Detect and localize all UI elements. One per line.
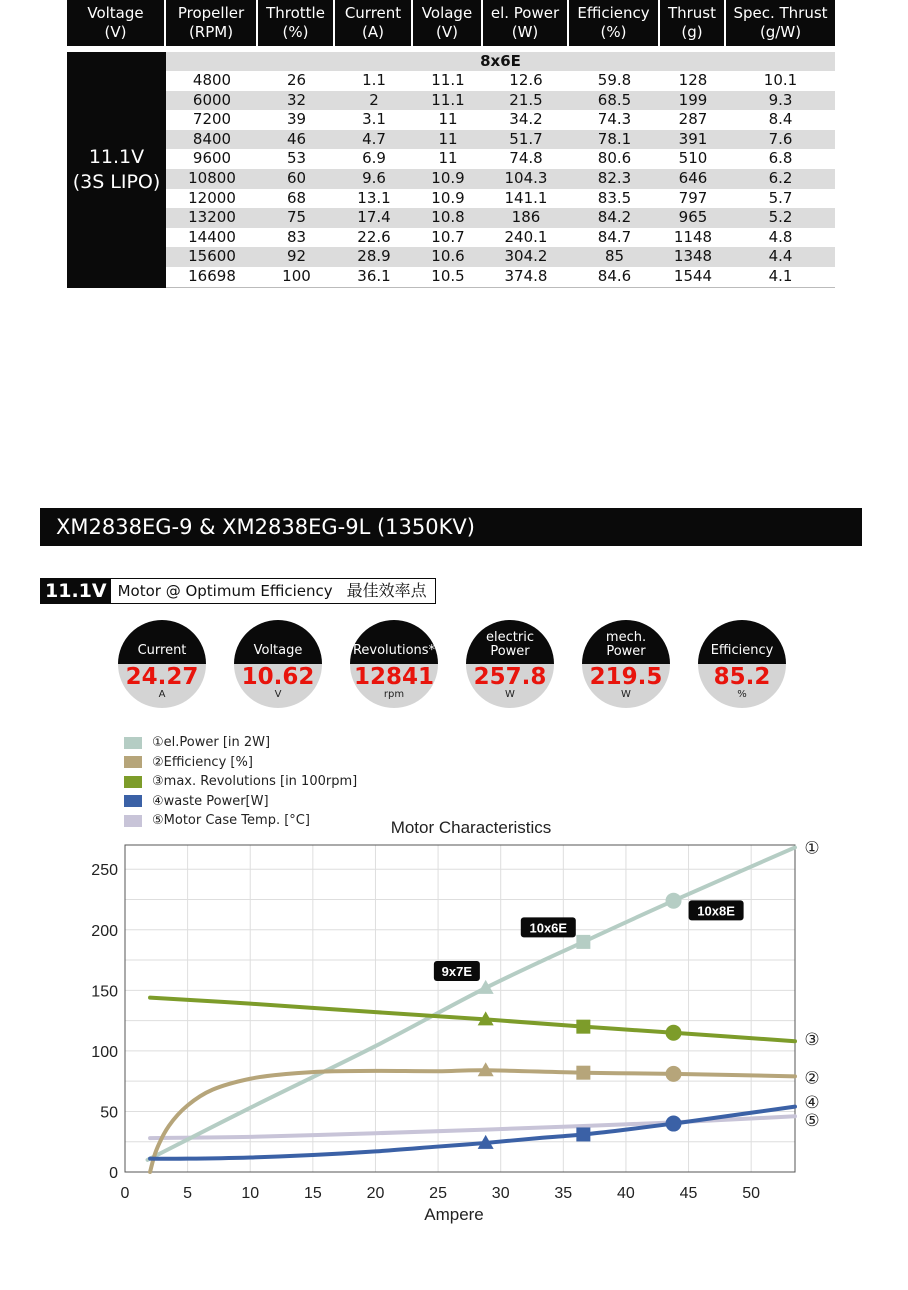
- gauge-efficiency: [698, 620, 786, 708]
- table-cell: 36.1: [335, 267, 413, 288]
- table-cell: 128: [678, 71, 708, 89]
- table-row: [67, 149, 835, 169]
- y-tick-label: 100: [91, 1043, 118, 1061]
- y-tick-label: 0: [109, 1165, 118, 1182]
- table-cell: 510: [678, 149, 708, 168]
- x-tick-label: 40: [617, 1185, 635, 1202]
- legend-swatch: [124, 776, 142, 788]
- table-cell: 4.8: [768, 227, 793, 246]
- propeller-name: 8x6E: [166, 46, 835, 71]
- table-cell: 4.4: [726, 247, 835, 267]
- legend-swatch: [124, 756, 142, 768]
- table-row: [67, 169, 835, 189]
- table-row: [67, 267, 835, 288]
- x-tick-label: 25: [429, 1185, 447, 1202]
- table-cell: 10.9: [431, 188, 465, 207]
- optimum-voltage: 11.1V: [41, 579, 111, 603]
- x-tick-label: 0: [120, 1185, 130, 1202]
- gauge-label: Voltage: [253, 643, 303, 658]
- table-cell: 82.3: [569, 169, 660, 189]
- square-marker: [576, 1066, 590, 1080]
- legend-item: [124, 772, 357, 792]
- table-cell: 46: [258, 130, 335, 150]
- gauge-revolutions: [350, 620, 438, 708]
- table-cell: 11.1: [431, 71, 465, 89]
- table-cell: 2: [335, 91, 413, 111]
- table-cell: 34.2: [509, 110, 543, 129]
- table-cell: 53: [286, 149, 307, 168]
- table-cell: 10.9: [413, 169, 483, 189]
- x-axis-label: Ampere: [424, 1205, 484, 1224]
- table-cell: 84.7: [597, 227, 632, 246]
- table-row: [67, 208, 835, 228]
- table-cell: 11: [413, 130, 483, 150]
- table-cell: 26: [286, 71, 307, 89]
- circle-marker: [666, 1025, 682, 1041]
- table-cell: 797: [678, 188, 708, 207]
- series-end-label: ④: [804, 1092, 820, 1112]
- gauge-label: mech. Power: [605, 630, 647, 659]
- column-header: Current (A): [335, 0, 413, 46]
- voltage-group-cell: 11.1V (3S LIPO): [67, 46, 166, 288]
- table-cell: 6.9: [362, 149, 386, 168]
- table-cell: 9.6: [335, 169, 413, 189]
- gauge-label: Revolutions*: [352, 643, 436, 658]
- y-tick-label: 250: [91, 862, 118, 880]
- x-tick-label: 10: [241, 1185, 260, 1202]
- table-cell: 85: [569, 247, 660, 267]
- table-row: [67, 71, 835, 91]
- table-cell: 8400: [166, 130, 258, 150]
- gauge-label: Current: [137, 643, 187, 658]
- table-cell: 28.9: [335, 247, 413, 267]
- table-cell: 6.2: [726, 169, 835, 189]
- gauge-value: 85.2: [713, 664, 771, 690]
- table-cell: 100: [258, 267, 335, 288]
- x-tick-label: 30: [491, 1185, 510, 1202]
- table-cell: 83: [286, 227, 307, 246]
- table-cell: 646: [660, 169, 726, 189]
- table-row: [67, 189, 835, 209]
- table-cell: 74.3: [597, 110, 632, 129]
- gauge-value: 257.8: [473, 664, 547, 690]
- section-title: XM2838EG-9 & XM2838EG-9L (1350KV): [40, 508, 862, 546]
- table-cell: 4.1: [726, 267, 835, 288]
- x-tick-label: 5: [183, 1185, 193, 1202]
- table-cell: 1.1: [362, 71, 386, 89]
- spec-table: [67, 0, 835, 288]
- series-end-label: ⑤: [804, 1110, 820, 1130]
- gauge-unit: V: [274, 689, 282, 700]
- table-row: [67, 110, 835, 130]
- column-header: Efficiency (%): [569, 0, 660, 46]
- table-cell: 78.1: [569, 130, 660, 150]
- table-cell: 22.6: [357, 227, 391, 246]
- table-cell: 199: [660, 91, 726, 111]
- table-cell: 10.5: [413, 267, 483, 288]
- gauge-current: [118, 620, 206, 708]
- column-header: Spec. Thrust (g/W): [726, 0, 835, 46]
- column-header: Throttle (%): [258, 0, 335, 46]
- legend-label: ②Efficiency [%]: [152, 754, 253, 770]
- y-tick-label: 150: [91, 983, 118, 1001]
- table-cell: 6000: [166, 91, 258, 111]
- y-tick-label: 200: [91, 922, 118, 940]
- optimum-label-text: Motor @ Optimum Efficiency: [117, 582, 333, 600]
- gauge-mechpower: [582, 620, 670, 708]
- x-tick-label: 45: [679, 1185, 698, 1202]
- table-cell: 84.2: [569, 208, 660, 228]
- table-cell: 68.5: [569, 91, 660, 111]
- gauge-unit: W: [621, 689, 631, 700]
- table-cell: 1148: [673, 227, 713, 246]
- table-cell: 84.6: [569, 267, 660, 288]
- x-tick-label: 35: [554, 1185, 573, 1202]
- table-cell: 5.2: [726, 208, 835, 228]
- square-marker: [576, 1020, 590, 1034]
- gauge-unit: rpm: [383, 689, 405, 700]
- table-cell: 304.2: [483, 247, 569, 267]
- table-cell: 3.1: [362, 110, 386, 129]
- legend-item: [124, 733, 357, 753]
- table-cell: 8.4: [768, 110, 793, 129]
- table-cell: 1544: [660, 267, 726, 288]
- table-cell: 83.5: [597, 188, 632, 207]
- legend-swatch: [124, 795, 142, 807]
- table-cell: 13.1: [357, 188, 391, 207]
- table-cell: 10.6: [413, 247, 483, 267]
- gauge-unit: W: [505, 689, 515, 700]
- circle-marker: [666, 1066, 682, 1082]
- table-cell: 12000: [188, 188, 236, 207]
- table-cell: 5.7: [768, 188, 793, 207]
- legend-label: ①el.Power [in 2W]: [152, 735, 271, 751]
- table-cell: 14400: [188, 227, 236, 246]
- y-tick-label: 50: [100, 1104, 118, 1122]
- legend-label: ④waste Power[W]: [152, 793, 269, 809]
- motor-characteristics-chart: [0, 812, 908, 1242]
- table-cell: 75: [258, 208, 335, 228]
- table-cell: 17.4: [335, 208, 413, 228]
- column-header: Thrust (g): [660, 0, 726, 46]
- table-header-row: [67, 0, 835, 46]
- table-cell: 186: [483, 208, 569, 228]
- propeller-callout-label: 9x7E: [441, 963, 473, 979]
- table-cell: 1348: [660, 247, 726, 267]
- table-cell: 10800: [166, 169, 258, 189]
- table-row: [67, 91, 835, 111]
- table-cell: 10.1: [763, 71, 798, 89]
- table-cell: 7.6: [726, 130, 835, 150]
- table-cell: 60: [258, 169, 335, 189]
- table-row: [67, 247, 835, 267]
- optimum-label-cn: 最佳效率点: [346, 581, 427, 600]
- table-cell: 10.8: [413, 208, 483, 228]
- legend-item: [124, 792, 357, 812]
- gauge-label: Efficiency: [710, 643, 774, 658]
- table-cell: 965: [660, 208, 726, 228]
- x-tick-label: 15: [303, 1185, 322, 1202]
- table-cell: 11.1: [413, 91, 483, 111]
- column-header: Voltage (V): [67, 0, 166, 46]
- gauge-electricpower: [466, 620, 554, 708]
- table-cell: 4800: [192, 71, 232, 89]
- x-tick-label: 20: [366, 1185, 385, 1202]
- x-tick-label: 50: [742, 1185, 761, 1202]
- table-cell: 51.7: [483, 130, 569, 150]
- gauge-value: 10.62: [241, 664, 315, 690]
- propeller-callout-label: 10x6E: [529, 920, 568, 936]
- table-cell: 32: [258, 91, 335, 111]
- gauge-label: electric Power: [486, 630, 534, 659]
- table-row: [67, 130, 835, 150]
- table-cell: 6.8: [768, 149, 793, 168]
- table-cell: 11: [438, 110, 458, 129]
- table-cell: 59.8: [597, 71, 632, 89]
- table-cell: 287: [678, 110, 708, 129]
- table-cell: 11: [438, 149, 458, 168]
- circle-marker: [666, 893, 682, 909]
- chart-title: Motor Characteristics: [390, 818, 552, 837]
- column-header: el. Power (W): [483, 0, 569, 46]
- gauge-voltage: [234, 620, 322, 708]
- series-end-label: ②: [804, 1068, 820, 1088]
- legend-item: [124, 753, 357, 773]
- gauge-value: 24.27: [125, 664, 199, 690]
- table-cell: 9.3: [726, 91, 835, 111]
- table-cell: 9600: [192, 149, 232, 168]
- table-cell: 391: [660, 130, 726, 150]
- table-cell: 21.5: [483, 91, 569, 111]
- gauge-value: 12841: [353, 664, 435, 690]
- table-row: [67, 228, 835, 248]
- square-marker: [576, 935, 590, 949]
- legend-label: ⑤Motor Case Temp. [°C]: [152, 813, 310, 829]
- series-end-label: ①: [804, 838, 820, 858]
- square-marker: [576, 1127, 590, 1141]
- column-header: Propeller (RPM): [166, 0, 258, 46]
- legend-swatch: [124, 737, 142, 749]
- table-cell: 141.1: [504, 188, 548, 207]
- table-cell: 74.8: [509, 149, 543, 168]
- table-cell: 39: [286, 110, 307, 129]
- table-cell: 15600: [166, 247, 258, 267]
- table-cell: 92: [258, 247, 335, 267]
- gauge-unit: %: [737, 689, 747, 700]
- table-cell: 12.6: [509, 71, 543, 89]
- table-cell: 4.7: [335, 130, 413, 150]
- propeller-row: [67, 46, 835, 71]
- circle-marker: [666, 1116, 682, 1132]
- gauge-unit: A: [158, 689, 166, 700]
- table-cell: 374.8: [483, 267, 569, 288]
- table-cell: 68: [286, 188, 307, 207]
- optimum-efficiency-label: [40, 578, 436, 604]
- table-cell: 80.6: [597, 149, 632, 168]
- table-cell: 10.7: [431, 227, 465, 246]
- legend-label: ③max. Revolutions [in 100rpm]: [152, 774, 358, 790]
- table-cell: 240.1: [504, 227, 548, 246]
- table-cell: 16698: [166, 267, 258, 288]
- gauge-value: 219.5: [589, 664, 663, 690]
- table-cell: 13200: [166, 208, 258, 228]
- propeller-callout-label: 10x8E: [697, 903, 735, 919]
- table-cell: 104.3: [483, 169, 569, 189]
- series-end-label: ③: [804, 1029, 820, 1049]
- table-cell: 7200: [192, 110, 232, 129]
- column-header: Volage (V): [413, 0, 483, 46]
